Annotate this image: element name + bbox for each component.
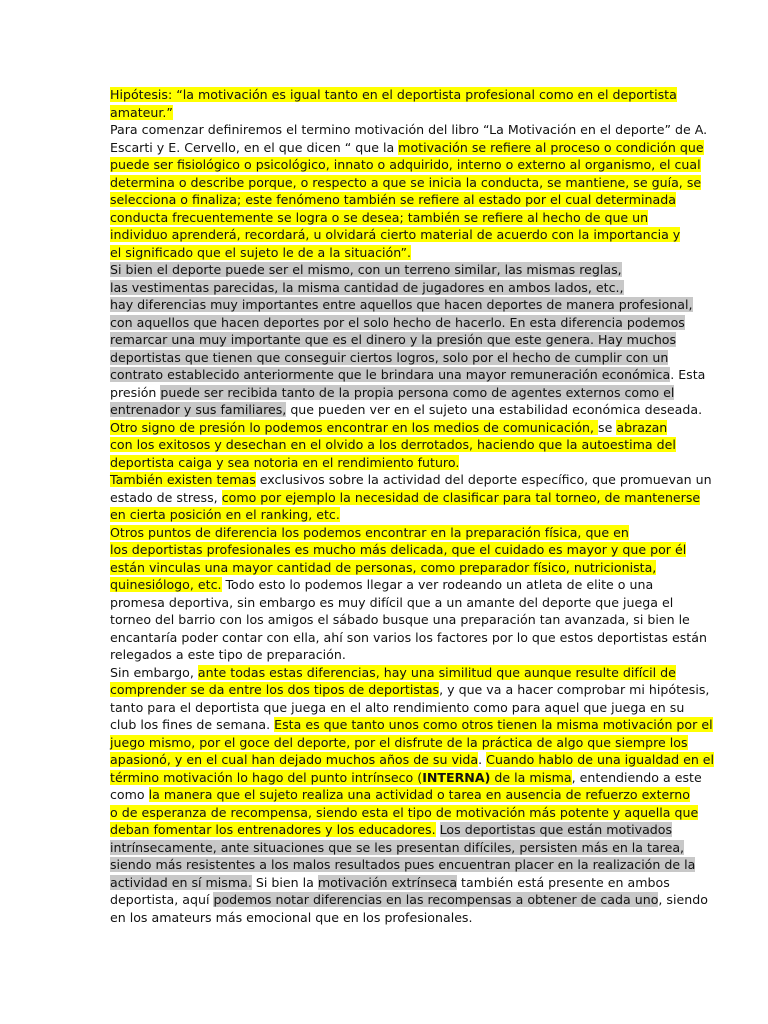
text-run: presión (110, 384, 161, 400)
yellow-highlight: como por ejemplo la necesidad de clasificar para tal torneo, de mantenerse (221, 489, 701, 505)
text-line (110, 226, 681, 244)
yellow-highlight: la manera que el sujeto realiza una actividad o tarea en ausencia de refuerzo externo (148, 787, 690, 802)
yellow-highlight: el significado que el sujeto le de a la situación”. (110, 244, 412, 260)
text-line (110, 734, 688, 752)
text-line (110, 891, 708, 909)
yellow-highlight: ante todas estas diferencias, hay una similitud que aunque resulte difícil de (197, 664, 676, 680)
text-line (110, 489, 701, 507)
gray-highlight: siendo más resistentes a los malos resultados pues encuentran placer en la realización de la (110, 857, 696, 872)
text-run: como (110, 787, 149, 802)
text-line (110, 296, 693, 314)
text-line (110, 209, 658, 227)
text-line (110, 401, 703, 419)
text-line (110, 646, 658, 664)
gray-highlight: Los deportistas que están motivados (439, 822, 673, 837)
gray-highlight: puede ser recibida tanto de la propia persona como de agentes externos como el (160, 384, 675, 400)
text-line (110, 594, 674, 612)
text-run: deportista, aquí (110, 892, 214, 907)
text-line (110, 471, 712, 489)
yellow-highlight: apasionó, y en el cual han dejado muchos años de su vida (110, 752, 479, 767)
yellow-highlight: están vinculas una mayor cantidad de personas, como preparador físico, nutricionista, (110, 559, 657, 575)
text-line (110, 524, 658, 542)
text-line (110, 874, 670, 892)
text-line (110, 506, 658, 524)
text-line (110, 366, 706, 384)
text-line (110, 909, 658, 927)
gray-highlight: entrenador y sus familiares, (110, 402, 287, 417)
text-line (110, 349, 669, 367)
text-run: que pueden ver en el sujeto una estabilidad económica deseada. (286, 402, 703, 417)
text-run: promesa deportiva, sin embargo es muy difícil que a un amante del deporte que juega el (110, 594, 674, 610)
yellow-highlight: conducta frecuentemente se logra o se desea; también se refiere al hecho de que un (110, 209, 649, 225)
text-run: , entendiendo a este (571, 769, 702, 785)
text-line (110, 244, 658, 262)
text-run: se (598, 419, 617, 435)
text-line (110, 786, 690, 804)
text-line (110, 821, 673, 839)
yellow-highlight: Otros puntos de diferencia los podemos encontrar en la preparación física, que en (110, 524, 629, 540)
text-line (110, 121, 708, 139)
yellow-highlight: deportista caiga y sea notoria en el rendimiento futuro. (110, 454, 460, 470)
yellow-highlight: Otro signo de presión lo podemos encontrar en los medios de comunicación, (110, 419, 599, 435)
text-run: exclusivos sobre la actividad del deporte específico, que promuevan un (255, 472, 712, 487)
gray-highlight: actividad en sí misma. (110, 874, 252, 890)
text-run: en los amateurs más emocional que en los profesionales. (110, 909, 473, 925)
gray-highlight: hay diferencias muy importantes entre aquellos que hacen deportes de manera profesional, (110, 297, 693, 312)
gray-highlight: Si bien el deporte puede ser el mismo, con un terreno similar, las mismas reglas, (110, 262, 622, 277)
yellow-highlight: También existen temas (110, 472, 256, 487)
text-line (110, 839, 685, 857)
yellow-highlight: de la misma (490, 769, 572, 785)
text-line (110, 174, 702, 192)
yellow-highlight: INTERNA) (422, 769, 491, 785)
yellow-highlight: los deportistas profesionales es mucho más delicada, que el cuidado es mayor y que por él (110, 542, 687, 557)
yellow-highlight: abrazan (616, 419, 668, 435)
yellow-highlight: Cuando hablo de una igualdad en el (486, 752, 715, 767)
text-line (110, 261, 658, 279)
gray-highlight: intrínsecamente, ante situaciones que se les presentan difíciles, persisten más en la tarea, (110, 839, 685, 855)
yellow-highlight: en cierta posición en el ranking, etc. (110, 507, 340, 522)
text-run: relegados a este tipo de preparación. (110, 647, 346, 662)
text-run: encantaría poder contar con ella, ahí son varios los factores por lo que estos deportistas están (110, 629, 707, 645)
text-run: Todo esto lo podemos llegar a ver rodeando un atleta de elite o una (221, 577, 654, 592)
yellow-highlight: comprender se da entre los dos tipos de deportistas (110, 682, 440, 697)
text-line (110, 191, 676, 209)
yellow-highlight: individuo aprenderá, recordará, u olvidará cierto material de acuerdo con la importancia y (110, 227, 681, 242)
text-run: Sin embargo, (110, 664, 198, 680)
yellow-highlight: amateur.” (110, 104, 173, 120)
gray-highlight: las vestimentas parecidas, la misma cantidad de jugadores en ambos lados, etc., (110, 279, 624, 295)
text-run: club los fines de semana. (110, 717, 275, 732)
yellow-highlight: quinesiólogo, etc. (110, 577, 222, 592)
yellow-highlight: término motivación lo hago del punto intrínseco ( (110, 769, 423, 785)
text-line (110, 104, 658, 122)
yellow-highlight: o de esperanza de recompensa, siendo esta el tipo de motivación más potente y aquella que (110, 804, 699, 820)
yellow-highlight: juego mismo, por el goce del deporte, por el disfrute de la práctica de algo que siempre los (110, 734, 688, 750)
text-line (110, 139, 704, 157)
text-line (110, 681, 710, 699)
text-line (110, 314, 685, 332)
text-line (110, 856, 696, 874)
yellow-highlight: motivación se refiere al proceso o condición que (398, 139, 704, 155)
gray-highlight: motivación extrínseca (317, 874, 458, 890)
text-line (110, 664, 676, 682)
gray-highlight: deportistas que tienen que conseguir ciertos logros, solo (110, 349, 473, 365)
text-run: Si bien la (251, 874, 318, 890)
yellow-highlight: puede ser fisiológico o psicológico, innato o adquirido, interno o externo al organismo, el cual (110, 157, 701, 172)
gray-highlight: contrato establecido anteriormente que le brindara (110, 367, 439, 382)
text-line (110, 436, 676, 454)
text-line (110, 559, 658, 577)
text-line (110, 751, 715, 769)
text-run: Escarti y E. Cervello, en el que dicen “ que la (110, 139, 399, 155)
text-run: torneo del barrio con los amigos el sábado busque una preparación tan avanzada, si bien le (110, 612, 690, 627)
text-run: . (478, 752, 487, 767)
text-line (110, 541, 687, 559)
yellow-highlight: Esta es que tanto unos como otros tienen la misma motivación por el (274, 717, 713, 732)
yellow-highlight: selecciona o finaliza; este fenómeno también se refiere al estado por el cual determinada (110, 192, 676, 207)
text-run: tanto para el deportista que juega en el alto rendimiento como para aquel que juega en su (110, 699, 685, 715)
text-line (110, 156, 701, 174)
text-line (110, 769, 702, 787)
text-line (110, 279, 658, 297)
gray-highlight: por el hecho de cumplir con un (472, 349, 669, 365)
gray-highlight: con aquellos que hacen deportes por el solo hecho de hacerlo. En esta diferencia podemos (110, 314, 685, 330)
text-run: . Esta (670, 367, 706, 382)
text-line (110, 331, 677, 349)
text-line (110, 576, 658, 594)
yellow-highlight: Hipótesis: “la motivación es igual tanto en el deportista profesional como en el deportista (110, 87, 677, 102)
text-run: Para comenzar definiremos el termino motivación del libro “La Motivación en el deporte” de A. (110, 122, 708, 137)
yellow-highlight: deban fomentar los entrenadores y los educadores. (110, 822, 436, 837)
yellow-highlight: con los exitosos y desechan en el olvido a los derrotados, haciendo que la autoestima del (110, 437, 676, 452)
text-line (110, 454, 658, 472)
text-line (110, 699, 685, 717)
text-run: estado de stress, (110, 489, 222, 505)
text-line (110, 86, 677, 104)
yellow-highlight: determina o describe porque, o respecto a que se inicia la conducta, se mantiene, se guía, se (110, 174, 702, 190)
text-run: también está presente en ambos (457, 874, 670, 890)
text-line (110, 629, 707, 647)
gray-highlight: remarcar una muy importante que es el dinero y la presión que este genera. Hay muchos (110, 332, 677, 347)
text-run: , y que va a hacer comprobar mi hipótesis, (439, 682, 710, 697)
text-line (110, 716, 713, 734)
text-line (110, 419, 668, 437)
text-line (110, 611, 690, 629)
gray-highlight: podemos notar diferencias en las recompensas a obtener de cada uno (213, 892, 659, 907)
document-page (110, 86, 715, 926)
text-line (110, 804, 699, 822)
gray-highlight: una mayor remuneración económica (438, 367, 671, 382)
text-run: , siendo (658, 892, 708, 907)
text-line (110, 384, 675, 402)
